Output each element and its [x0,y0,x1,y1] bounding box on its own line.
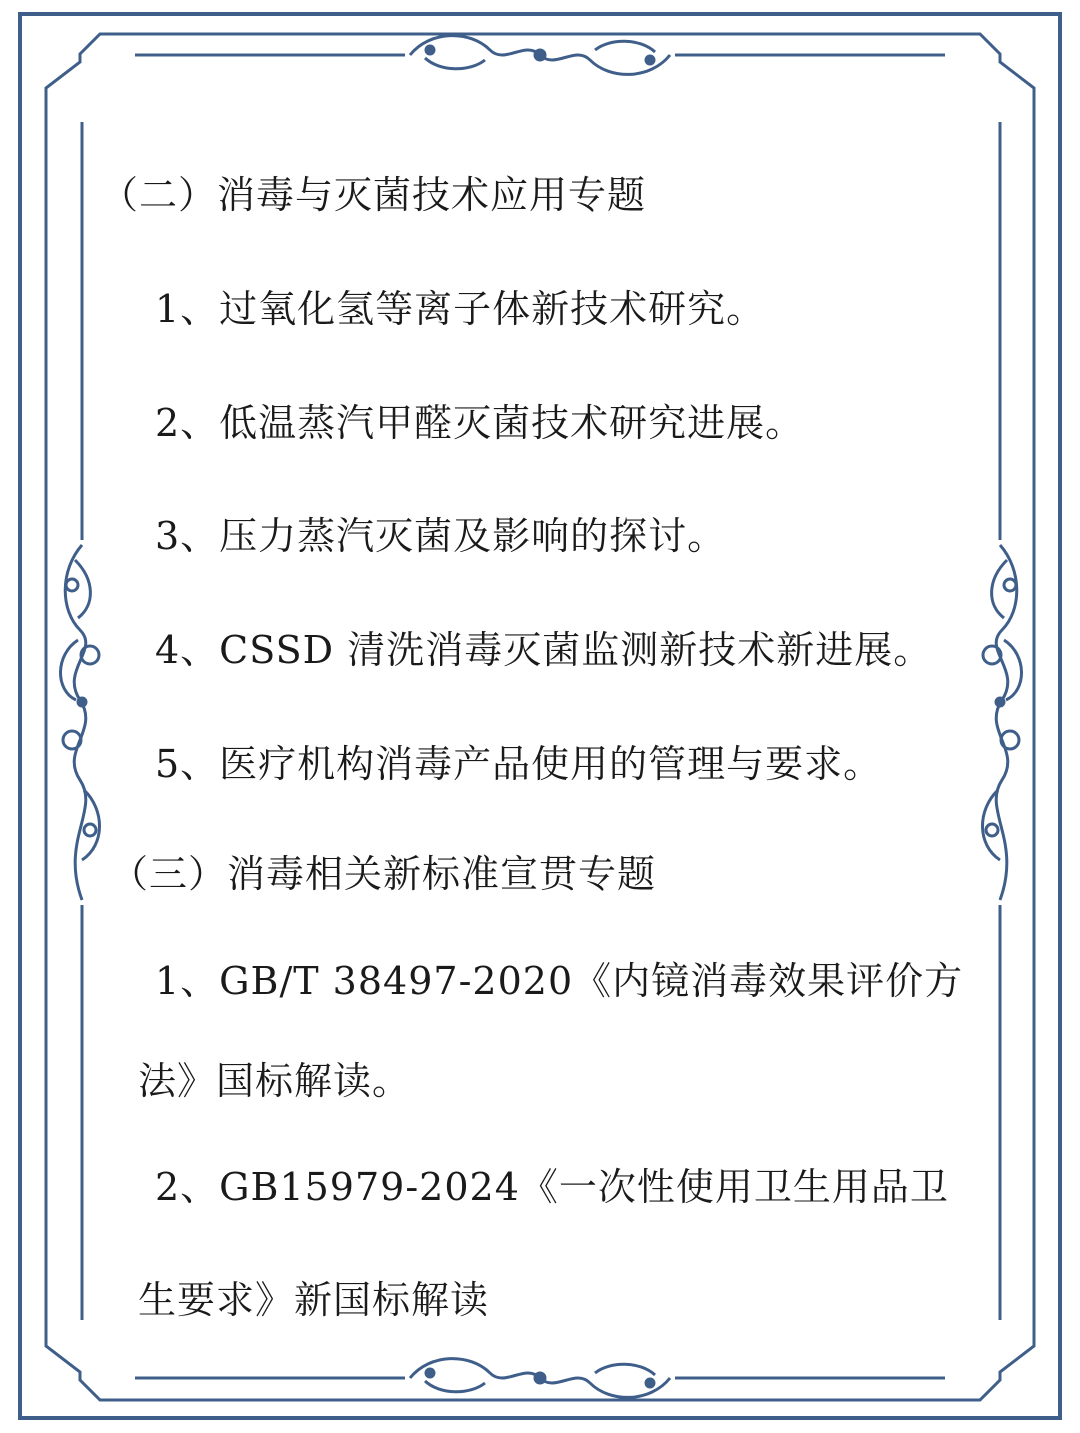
section2-item-3: 3、压力蒸汽灭菌及影响的探讨。 [155,514,727,558]
section3-heading: （三）消毒相关新标准宣贯专题 [110,852,657,896]
section2-item-1: 1、过氧化氢等离子体新技术研究。 [155,287,766,331]
section3-item-2-line-1: 2、GB15979-2024《一次性使用卫生用品卫 [155,1165,949,1209]
section2-heading: （二）消毒与灭菌技术应用专题 [100,173,647,217]
section3-item-1-line-2: 法》国标解读。 [138,1059,412,1103]
section3-item-1-line-1: 1、GB/T 38497-2020《内镜消毒效果评价方 [155,959,964,1003]
section2-item-2: 2、低温蒸汽甲醛灭菌技术研究进展。 [155,401,805,445]
section2-item-4: 4、CSSD 清洗消毒灭菌监测新技术新进展。 [155,628,933,672]
section2-item-5: 5、医疗机构消毒产品使用的管理与要求。 [155,742,883,786]
section3-item-2-line-2: 生要求》新国标解读 [138,1278,490,1322]
